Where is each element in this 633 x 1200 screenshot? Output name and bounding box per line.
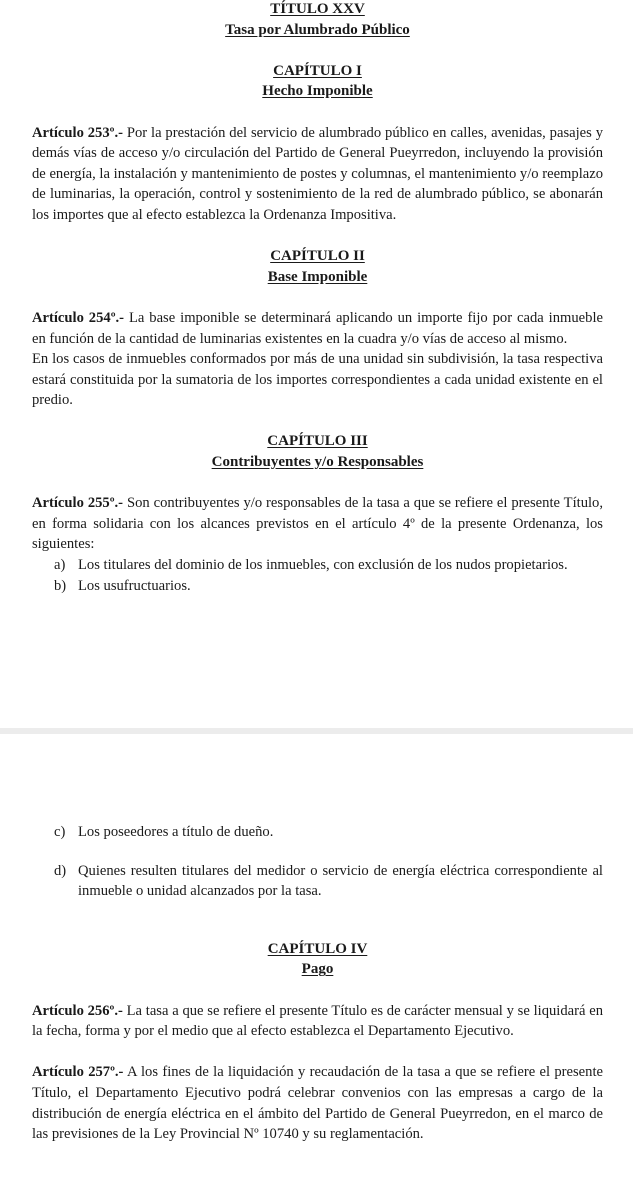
article-256: [32, 1001, 603, 1042]
article-257-label: Artículo 257º.-: [32, 1064, 124, 1081]
article-253-label: Artículo 253º.-: [32, 124, 123, 141]
chapter-1-name: Hecho Imponible: [262, 83, 373, 100]
list-item-b: [32, 576, 603, 597]
chapter-3-label: CAPÍTULO III: [267, 433, 368, 450]
document-page-2: [0, 734, 633, 1200]
list-text-a: Los titulares del dominio de los inmuebles, con exclusión de los nudos propietarios.: [78, 557, 568, 574]
list-marker-d: d): [54, 862, 67, 879]
article-254-paragraph-2: En los casos de inmuebles conformados por más de una unidad sin subdivisión, la tasa respectiva estará constituida por la sumatoria de los importes correspondientes a cada unidad existente en el predio.: [32, 351, 603, 409]
list-marker-a: a): [54, 557, 66, 574]
article-255-label: Artículo 255º.-: [32, 495, 124, 512]
page-2-content: [32, 822, 603, 1145]
list-text-d: Quienes resulten titulares del medidor o servicio de energía eléctrica correspondiente al inmueble o unidad alcanzados por la tasa.: [78, 862, 603, 900]
title-name: Tasa por Alumbrado Público: [225, 21, 410, 38]
article-254-label: Artículo 254º.-: [32, 309, 125, 326]
chapter-2-label: CAPÍTULO II: [270, 248, 365, 265]
article-255: [32, 493, 603, 555]
article-256-text: La tasa a que se refiere el presente Título es de carácter mensual y se liquidará en la fecha, forma y por el medio que al efecto establezca el Departamento Ejecutivo.: [32, 1002, 603, 1040]
article-256-label: Artículo 256º.-: [32, 1002, 123, 1019]
list-text-c: Los poseedores a título de dueño.: [78, 824, 274, 840]
list-item-d: [32, 861, 603, 902]
article-254: [32, 308, 603, 349]
list-marker-c: c): [54, 824, 66, 840]
page-1-content: [32, 0, 603, 596]
chapter-2-name: Base Imponible: [267, 268, 368, 285]
chapter-4-name: Pago: [301, 961, 334, 978]
article-253: [32, 123, 603, 226]
article-257: [32, 1062, 603, 1144]
chapter-1-label: CAPÍTULO I: [273, 62, 362, 79]
list-item-a: [32, 555, 603, 576]
list-text-b: Los usufructuarios.: [78, 577, 191, 594]
article-255-text: Son contribuyentes y/o responsables de la tasa a que se refiere el presente Título, en forma solidaria con los alcances previstos en el artículo 4º de la presente Ordenanza, los siguientes:: [32, 495, 603, 553]
article-253-text: Por la prestación del servicio de alumbrado público en calles, avenidas, pasajes y demás vías de acceso y/o circulación del Partido de General Pueyrredon, incluyendo la provisión de energía, la instalación y mantenimiento de postes y columnas, el mantenimiento y/o reemplazo de luminarias, la operación, control y sostenimiento de la red de alumbrado público, se abonarán los importes que al efecto establezca la Ordenanza Impositiva.: [32, 124, 603, 223]
chapter-3-name: Contribuyentes y/o Responsables: [211, 454, 424, 471]
chapter-4-label: CAPÍTULO IV: [267, 940, 368, 957]
article-254-text: La base imponible se determinará aplicando un importe fijo por cada inmueble en función de la cantidad de luminarias existentes en la cuadra y/o vías de acceso al mismo.: [32, 309, 603, 347]
list-item-c: [32, 822, 603, 843]
title-number: TÍTULO XXV: [270, 1, 365, 17]
article-257-text: A los fines de la liquidación y recaudación de la tasa a que se refiere el presente Título, el Departamento Ejecutivo podrá celebrar convenios con las empresas a cargo de la distribución de energía eléctrica en el ámbito del Partido de General Pueyrredon, en el marco de las previsiones de la Ley Provincial Nº 10740 y su reglamentación.: [32, 1064, 603, 1143]
list-marker-b: b): [54, 577, 67, 594]
